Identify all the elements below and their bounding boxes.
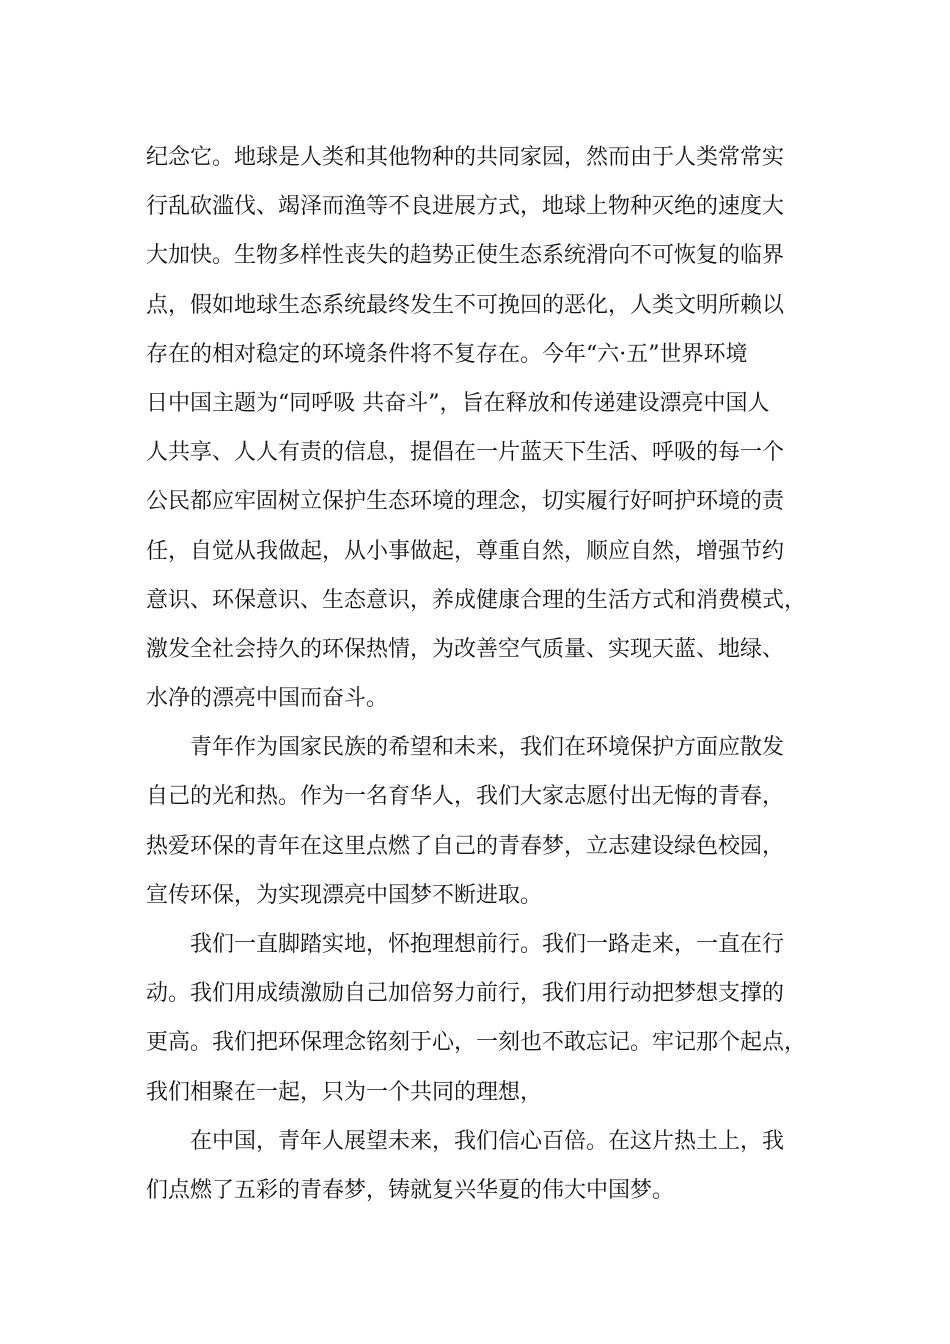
text-line: 纪念它。地球是人类和其他物种的共同家园，然而由于人类常常实: [146, 145, 785, 170]
text-line: 自己的光和热。作为一名育华人，我们大家志愿付出无悔的青春，: [146, 784, 785, 810]
text-line: 公民都应牢固树立保护生态环境的理念，切实履行好呵护环境的责: [146, 489, 785, 515]
text-line: 热爱环保的青年在这里点燃了自己的青春梦，立志建设绿色校园，: [146, 833, 785, 859]
text-line: 意识、环保意识、生态意识，养成健康合理的生活方式和消费模式，: [146, 587, 807, 613]
text-line: 我们相聚在一起，只为一个共同的理想，: [146, 1079, 543, 1105]
text-line: 日中国主题为“同呼吸 共奋斗”，旨在释放和传递建设漂亮中国人: [146, 390, 770, 416]
text-line: 水净的漂亮中国而奋斗。: [146, 686, 389, 712]
text-line: 人共享、人人有责的信息，提倡在一片蓝天下生活、呼吸的每一个: [146, 440, 785, 466]
text-line: 大加快。生物多样性丧失的趋势正使生态系统滑向不可恢复的临界: [146, 243, 785, 269]
text-line: 我们一直脚踏实地，怀抱理想前行。我们一路走来，一直在行: [190, 932, 785, 957]
text-line: 在中国，青年人展望未来，我们信心百倍。在这片热土上，我: [190, 1128, 785, 1154]
body-text: [146, 133, 818, 1215]
text-line: 存在的相对稳定的环境条件将不复存在。今年“六·五”世界环境: [146, 341, 748, 367]
text-line: 宣传环保，为实现漂亮中国梦不断进取。: [146, 882, 543, 908]
text-line: 青年作为国家民族的希望和未来，我们在环境保护方面应散发: [190, 735, 785, 761]
text-line: 们点燃了五彩的青春梦，铸就复兴华夏的伟大中国梦。: [146, 1177, 675, 1203]
text-line: 动。我们用成绩激励自己加倍努力前行，我们用行动把梦想支撑的: [146, 981, 785, 1007]
text-line: 点，假如地球生态系统最终发生不可挽回的恶化，人类文明所赖以: [146, 292, 785, 318]
text-line: 激发全社会持久的环保热情，为改善空气质量、实现天蓝、地绿、: [146, 636, 785, 662]
text-line: 任，自觉从我做起，从小事做起，尊重自然，顺应自然，增强节约: [146, 538, 785, 564]
text-line: 行乱砍滥伐、竭泽而渔等不良进展方式，地球上物种灭绝的速度大: [146, 194, 785, 220]
text-line: 更高。我们把环保理念铭刻于心，一刻也不敢忘记。牢记那个起点，: [146, 1030, 807, 1056]
